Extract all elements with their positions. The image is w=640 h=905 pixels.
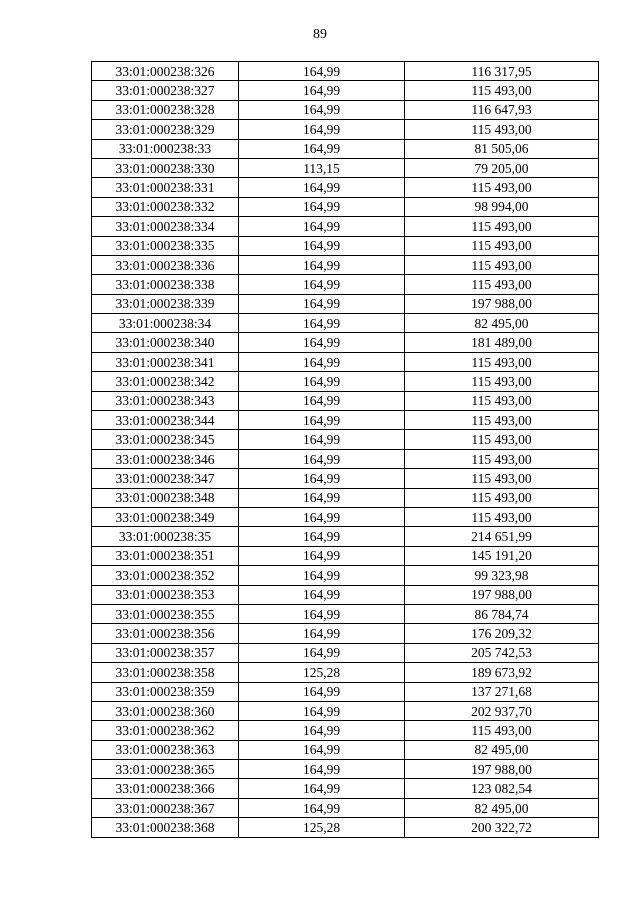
area-cell: 164,99: [239, 352, 405, 371]
area-cell: 164,99: [239, 546, 405, 565]
table-row: [92, 585, 599, 604]
area-cell: 125,28: [239, 663, 405, 682]
table-row: [92, 120, 599, 139]
area-cell: 164,99: [239, 527, 405, 546]
table-row: [92, 566, 599, 585]
area-cell: 164,99: [239, 449, 405, 468]
cadastral-number-cell: 33:01:000238:331: [92, 178, 239, 197]
value-cell: 115 493,00: [405, 469, 599, 488]
value-cell: 205 742,53: [405, 643, 599, 662]
cadastral-number-cell: 33:01:000238:342: [92, 372, 239, 391]
table-row: [92, 527, 599, 546]
area-cell: 164,99: [239, 488, 405, 507]
table-row: [92, 449, 599, 468]
value-cell: 116 317,95: [405, 62, 599, 81]
value-cell: 197 988,00: [405, 585, 599, 604]
cadastral-number-cell: 33:01:000238:367: [92, 798, 239, 817]
area-cell: 164,99: [239, 294, 405, 313]
value-cell: 86 784,74: [405, 604, 599, 623]
value-cell: 176 209,32: [405, 624, 599, 643]
table-row: [92, 663, 599, 682]
area-cell: 125,28: [239, 818, 405, 837]
table-row: [92, 314, 599, 333]
cadastral-number-cell: 33:01:000238:341: [92, 352, 239, 371]
cadastral-number-cell: 33:01:000238:366: [92, 779, 239, 798]
table-row: [92, 255, 599, 274]
table-row: [92, 236, 599, 255]
cadastral-number-cell: 33:01:000238:328: [92, 100, 239, 119]
area-cell: 164,99: [239, 430, 405, 449]
cadastral-number-cell: 33:01:000238:348: [92, 488, 239, 507]
area-cell: 164,99: [239, 314, 405, 333]
value-cell: 197 988,00: [405, 294, 599, 313]
area-cell: 164,99: [239, 624, 405, 643]
table-row: [92, 740, 599, 759]
cadastral-number-cell: 33:01:000238:359: [92, 682, 239, 701]
value-cell: 82 495,00: [405, 314, 599, 333]
cadastral-number-cell: 33:01:000238:340: [92, 333, 239, 352]
cadastral-number-cell: 33:01:000238:349: [92, 507, 239, 526]
cadastral-number-cell: 33:01:000238:352: [92, 566, 239, 585]
table-row: [92, 430, 599, 449]
area-cell: 164,99: [239, 333, 405, 352]
table-row: [92, 372, 599, 391]
area-cell: 164,99: [239, 721, 405, 740]
area-cell: 164,99: [239, 120, 405, 139]
value-cell: 115 493,00: [405, 391, 599, 410]
value-cell: 81 505,06: [405, 139, 599, 158]
cadastral-number-cell: 33:01:000238:33: [92, 139, 239, 158]
cadastral-number-cell: 33:01:000238:351: [92, 546, 239, 565]
area-cell: 164,99: [239, 100, 405, 119]
area-cell: 164,99: [239, 779, 405, 798]
area-cell: 164,99: [239, 81, 405, 100]
table-row: [92, 294, 599, 313]
value-cell: 115 493,00: [405, 352, 599, 371]
area-cell: 164,99: [239, 411, 405, 430]
value-cell: 145 191,20: [405, 546, 599, 565]
value-cell: 115 493,00: [405, 178, 599, 197]
value-cell: 79 205,00: [405, 158, 599, 177]
value-cell: 115 493,00: [405, 255, 599, 274]
area-cell: 164,99: [239, 372, 405, 391]
area-cell: 164,99: [239, 740, 405, 759]
table-row: [92, 546, 599, 565]
table-row: [92, 643, 599, 662]
table-row: [92, 333, 599, 352]
cadastral-number-cell: 33:01:000238:345: [92, 430, 239, 449]
cadastral-number-cell: 33:01:000238:344: [92, 411, 239, 430]
cadastral-number-cell: 33:01:000238:334: [92, 217, 239, 236]
table-row: [92, 604, 599, 623]
area-cell: 164,99: [239, 566, 405, 585]
table-row: [92, 721, 599, 740]
table-row: [92, 352, 599, 371]
table-body: [92, 62, 599, 838]
area-cell: 164,99: [239, 255, 405, 274]
value-cell: 115 493,00: [405, 81, 599, 100]
cadastral-number-cell: 33:01:000238:329: [92, 120, 239, 139]
value-cell: 115 493,00: [405, 217, 599, 236]
value-cell: 116 647,93: [405, 100, 599, 119]
cadastral-number-cell: 33:01:000238:362: [92, 721, 239, 740]
area-cell: 164,99: [239, 178, 405, 197]
area-cell: 164,99: [239, 682, 405, 701]
value-cell: 115 493,00: [405, 372, 599, 391]
cadastral-number-cell: 33:01:000238:35: [92, 527, 239, 546]
cadastral-number-cell: 33:01:000238:355: [92, 604, 239, 623]
area-cell: 164,99: [239, 275, 405, 294]
table-row: [92, 391, 599, 410]
area-cell: 164,99: [239, 760, 405, 779]
value-cell: 115 493,00: [405, 507, 599, 526]
area-cell: 164,99: [239, 236, 405, 255]
cadastral-number-cell: 33:01:000238:338: [92, 275, 239, 294]
cadastral-number-cell: 33:01:000238:326: [92, 62, 239, 81]
cadastral-number-cell: 33:01:000238:34: [92, 314, 239, 333]
cadastral-number-cell: 33:01:000238:353: [92, 585, 239, 604]
page-number: 89: [313, 27, 327, 42]
cadastral-number-cell: 33:01:000238:339: [92, 294, 239, 313]
cadastral-number-cell: 33:01:000238:335: [92, 236, 239, 255]
cadastral-number-cell: 33:01:000238:332: [92, 197, 239, 216]
table-row: [92, 760, 599, 779]
value-cell: 115 493,00: [405, 236, 599, 255]
cadastral-number-cell: 33:01:000238:368: [92, 818, 239, 837]
value-cell: 98 994,00: [405, 197, 599, 216]
value-cell: 200 322,72: [405, 818, 599, 837]
value-cell: 123 082,54: [405, 779, 599, 798]
table-row: [92, 798, 599, 817]
table-row: [92, 488, 599, 507]
table-row: [92, 197, 599, 216]
cadastral-number-cell: 33:01:000238:360: [92, 701, 239, 720]
value-cell: 115 493,00: [405, 120, 599, 139]
area-cell: 164,99: [239, 391, 405, 410]
cadastral-number-cell: 33:01:000238:336: [92, 255, 239, 274]
value-cell: 181 489,00: [405, 333, 599, 352]
table-row: [92, 62, 599, 81]
cadastral-number-cell: 33:01:000238:343: [92, 391, 239, 410]
cadastral-number-cell: 33:01:000238:356: [92, 624, 239, 643]
cadastral-number-cell: 33:01:000238:365: [92, 760, 239, 779]
cadastral-number-cell: 33:01:000238:346: [92, 449, 239, 468]
cadastral-number-cell: 33:01:000238:327: [92, 81, 239, 100]
value-cell: 82 495,00: [405, 798, 599, 817]
table-row: [92, 469, 599, 488]
area-cell: 164,99: [239, 798, 405, 817]
area-cell: 164,99: [239, 507, 405, 526]
table-row: [92, 818, 599, 837]
cadastral-number-cell: 33:01:000238:347: [92, 469, 239, 488]
value-cell: 115 493,00: [405, 430, 599, 449]
value-cell: 137 271,68: [405, 682, 599, 701]
value-cell: 115 493,00: [405, 488, 599, 507]
table-row: [92, 701, 599, 720]
area-cell: 164,99: [239, 217, 405, 236]
table-row: [92, 779, 599, 798]
table-row: [92, 411, 599, 430]
area-cell: 113,15: [239, 158, 405, 177]
value-cell: 99 323,98: [405, 566, 599, 585]
area-cell: 164,99: [239, 604, 405, 623]
area-cell: 164,99: [239, 643, 405, 662]
cadastral-number-cell: 33:01:000238:363: [92, 740, 239, 759]
cadastral-number-cell: 33:01:000238:358: [92, 663, 239, 682]
value-cell: 115 493,00: [405, 449, 599, 468]
table-row: [92, 178, 599, 197]
value-cell: 115 493,00: [405, 411, 599, 430]
table-row: [92, 682, 599, 701]
table-row: [92, 139, 599, 158]
table-row: [92, 100, 599, 119]
value-cell: 202 937,70: [405, 701, 599, 720]
value-cell: 115 493,00: [405, 275, 599, 294]
table-row: [92, 158, 599, 177]
cadastral-number-cell: 33:01:000238:357: [92, 643, 239, 662]
table-row: [92, 507, 599, 526]
area-cell: 164,99: [239, 62, 405, 81]
value-cell: 115 493,00: [405, 721, 599, 740]
value-cell: 197 988,00: [405, 760, 599, 779]
area-cell: 164,99: [239, 701, 405, 720]
cadastral-value-table: [91, 61, 599, 838]
area-cell: 164,99: [239, 585, 405, 604]
table-row: [92, 624, 599, 643]
table-row: [92, 81, 599, 100]
area-cell: 164,99: [239, 197, 405, 216]
area-cell: 164,99: [239, 469, 405, 488]
value-cell: 189 673,92: [405, 663, 599, 682]
value-cell: 82 495,00: [405, 740, 599, 759]
area-cell: 164,99: [239, 139, 405, 158]
table-row: [92, 217, 599, 236]
table-row: [92, 275, 599, 294]
cadastral-number-cell: 33:01:000238:330: [92, 158, 239, 177]
value-cell: 214 651,99: [405, 527, 599, 546]
